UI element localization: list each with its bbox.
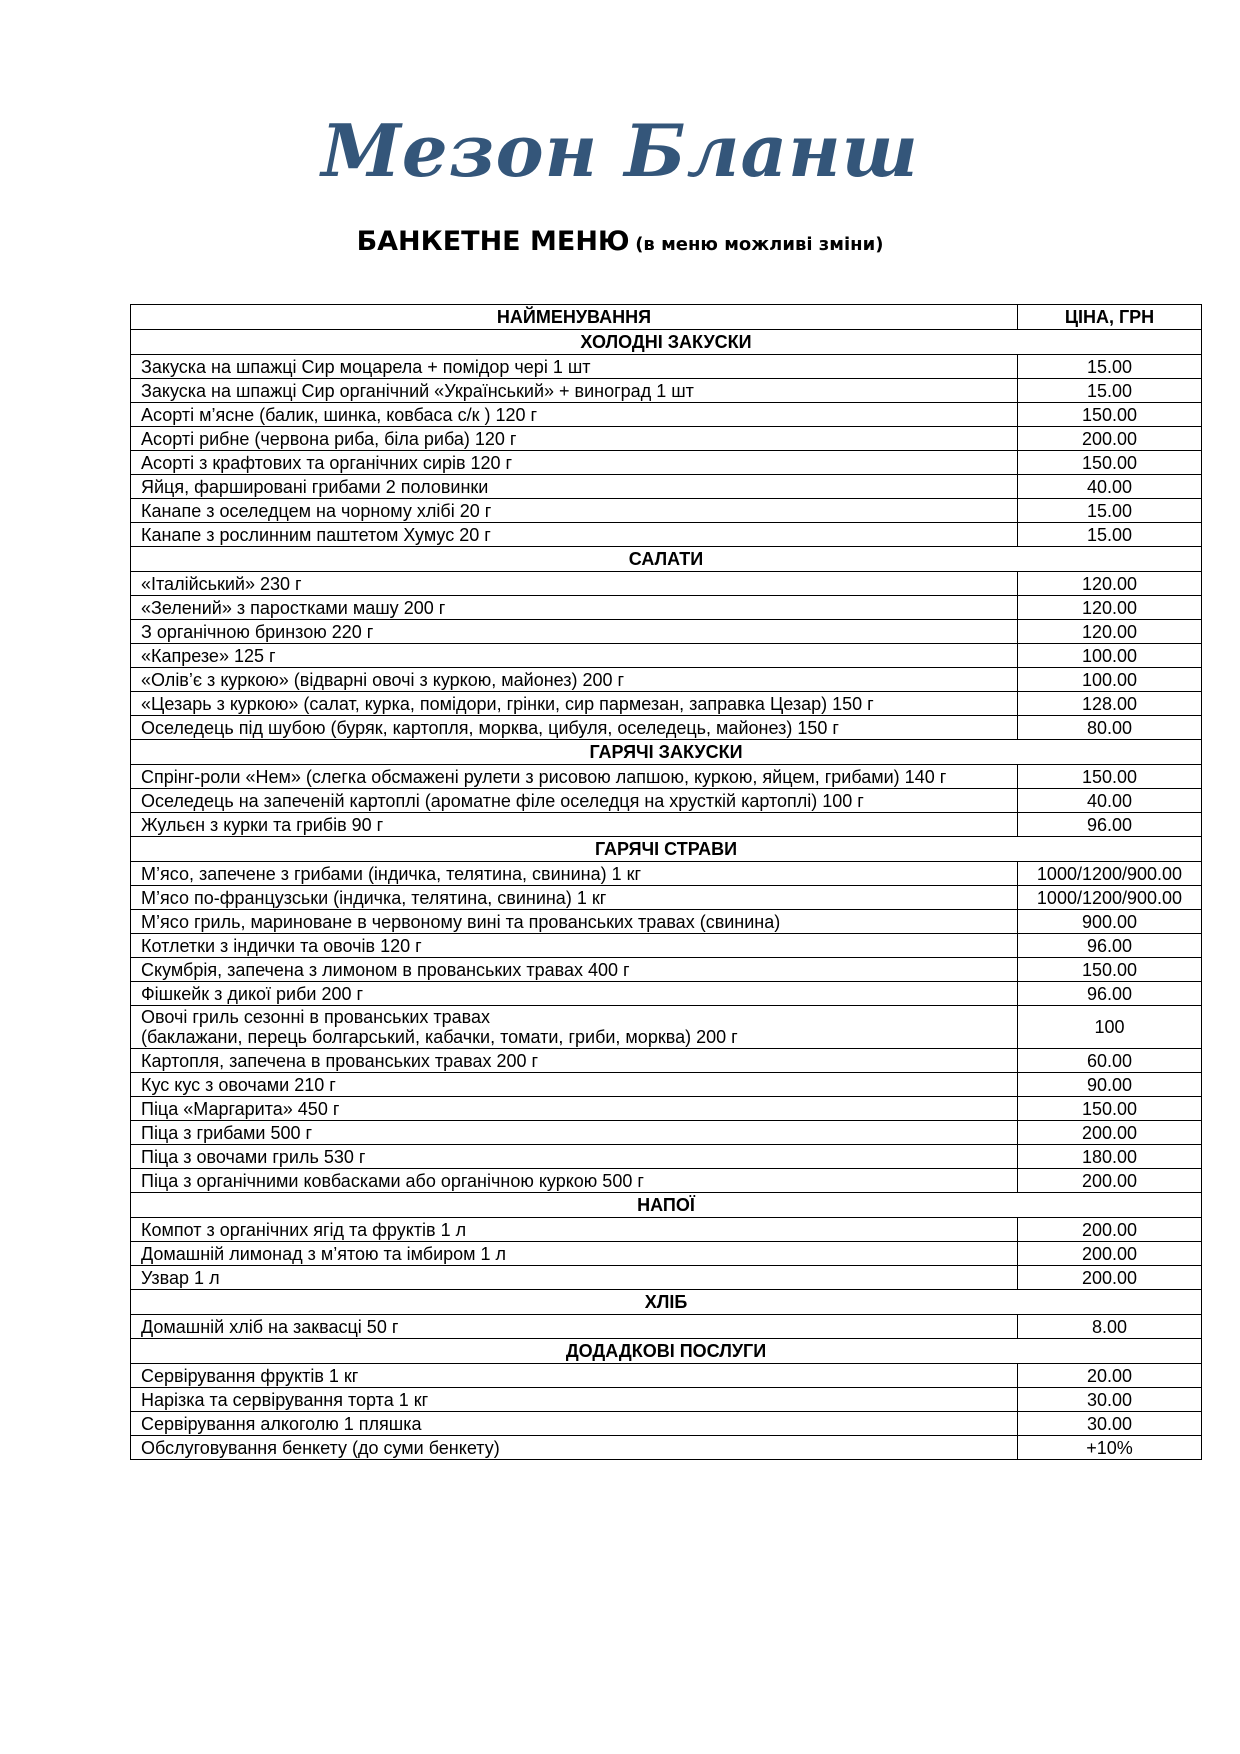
item-name-text: Сервірування фруктів 1 кг (141, 1365, 359, 1386)
section-title: САЛАТИ (131, 547, 1202, 572)
item-name-text: «Італійський» 230 г (141, 573, 302, 594)
item-price: 40.00 (1018, 475, 1202, 499)
item-price: 150.00 (1018, 958, 1202, 982)
table-row (131, 668, 1202, 692)
table-row (131, 620, 1202, 644)
table-row (131, 1266, 1202, 1290)
table-row (131, 1121, 1202, 1145)
section-title: ХОЛОДНІ ЗАКУСКИ (131, 330, 1202, 355)
item-name-text: Оселедець на запеченій картоплі (ароматне філе оселедця на хрусткій картоплі) 100 г (141, 790, 864, 811)
item-name-text: «Капрезе» 125 г (141, 645, 276, 666)
table-row (131, 813, 1202, 837)
table-row (131, 1097, 1202, 1121)
item-name (131, 1412, 1018, 1436)
item-name (131, 475, 1018, 499)
item-price: 30.00 (1018, 1412, 1202, 1436)
item-name-text: Нарізка та сервірування торта 1 кг (141, 1389, 429, 1410)
item-price: 1000/1200/900.00 (1018, 862, 1202, 886)
table-row (131, 355, 1202, 379)
item-price: 200.00 (1018, 1169, 1202, 1193)
item-name (131, 620, 1018, 644)
table-row (131, 1145, 1202, 1169)
item-name (131, 692, 1018, 716)
item-price: 100.00 (1018, 644, 1202, 668)
item-price: 120.00 (1018, 572, 1202, 596)
item-price: 120.00 (1018, 620, 1202, 644)
item-name-text: «Зелений» з паростками машу 200 г (141, 597, 446, 618)
item-name (131, 427, 1018, 451)
item-name-text: Асорті м’ясне (балик, шинка, ковбаса с/к ) 120 г (141, 404, 538, 425)
item-name (131, 862, 1018, 886)
item-price: 200.00 (1018, 1266, 1202, 1290)
item-price: 150.00 (1018, 451, 1202, 475)
item-name (131, 716, 1018, 740)
item-name (131, 644, 1018, 668)
item-price: 150.00 (1018, 1097, 1202, 1121)
item-name (131, 934, 1018, 958)
item-name (131, 1436, 1018, 1460)
item-price: +10% (1018, 1436, 1202, 1460)
item-name (131, 1121, 1018, 1145)
section-title: ДОДАДКОВІ ПОСЛУГИ (131, 1339, 1202, 1364)
table-row (131, 499, 1202, 523)
table-row (131, 1242, 1202, 1266)
table-row (131, 1412, 1202, 1436)
item-name (131, 910, 1018, 934)
menu-table (130, 304, 1202, 1460)
section-row (131, 837, 1202, 862)
item-name (131, 1242, 1018, 1266)
item-price: 200.00 (1018, 1121, 1202, 1145)
item-price: 180.00 (1018, 1145, 1202, 1169)
item-name (131, 886, 1018, 910)
item-name-text: Канапе з оселедцем на чорному хлібі 20 г (141, 500, 492, 521)
item-name (131, 403, 1018, 427)
item-price: 200.00 (1018, 1218, 1202, 1242)
item-name-text: Піца з органічними ковбасками або органічною куркою 500 г (141, 1170, 644, 1191)
item-name-text: Оселедець під шубою (буряк, картопля, морква, цибуля, оселедець, майонез) 150 г (141, 717, 839, 738)
table-row (131, 692, 1202, 716)
item-name-text: Фішкейк з дикої риби 200 г (141, 983, 364, 1004)
item-name-text: Домашній хліб на заквасці 50 г (141, 1316, 399, 1337)
item-name (131, 1266, 1018, 1290)
item-name-text: Канапе з рослинним паштетом Хумус 20 г (141, 524, 491, 545)
item-name-text: Піца «Маргарита» 450 г (141, 1098, 340, 1119)
column-header-price: ЦІНА, ГРН (1018, 305, 1202, 330)
table-row (131, 1049, 1202, 1073)
table-row (131, 1388, 1202, 1412)
item-name (131, 1145, 1018, 1169)
table-row (131, 1073, 1202, 1097)
section-row (131, 330, 1202, 355)
table-row (131, 789, 1202, 813)
item-name-text: З органічною бринзою 220 г (141, 621, 374, 642)
item-price: 150.00 (1018, 403, 1202, 427)
item-name-text: Картопля, запечена в прованських травах 200 г (141, 1050, 539, 1071)
item-name-text: Сервірування алкоголю 1 пляшка (141, 1413, 422, 1434)
item-name (131, 1364, 1018, 1388)
item-name-text: Асорті рибне (червона риба, біла риба) 120 г (141, 428, 517, 449)
table-row (131, 1315, 1202, 1339)
item-name-text: Піца з грибами 500 г (141, 1122, 313, 1143)
item-name-text: Жульєн з курки та грибів 90 г (141, 814, 384, 835)
item-name-text: Домашній лимонад з м’ятою та імбиром 1 л (141, 1243, 507, 1264)
item-name (131, 523, 1018, 547)
item-name (131, 1073, 1018, 1097)
table-row (131, 379, 1202, 403)
table-row (131, 1006, 1202, 1049)
table-header-row (131, 305, 1202, 330)
item-name (131, 451, 1018, 475)
item-price: 96.00 (1018, 813, 1202, 837)
item-name-text: Узвар 1 л (141, 1267, 220, 1288)
item-name (131, 668, 1018, 692)
item-name-text: Скумбрія, запечена з лимоном в прованських травах 400 г (141, 959, 630, 980)
table-row (131, 523, 1202, 547)
item-price: 200.00 (1018, 427, 1202, 451)
section-row (131, 547, 1202, 572)
section-row (131, 1193, 1202, 1218)
item-name-detail: (баклажани, перець болгарський, кабачки, томати, гриби, морква) 200 г (141, 1027, 738, 1047)
item-name-text: «Цезарь з куркою» (салат, курка, помідори, грінки, сир пармезан, заправка Цезар) 150 г (141, 693, 874, 714)
table-row (131, 862, 1202, 886)
table-row (131, 765, 1202, 789)
item-price: 96.00 (1018, 982, 1202, 1006)
item-name-text: «Олів’є з куркою» (відварні овочі з куркою, майонез) 200 г (141, 669, 625, 690)
table-row (131, 451, 1202, 475)
section-row (131, 740, 1202, 765)
item-name-text: Яйця, фаршировані грибами 2 половинки (141, 476, 489, 497)
table-row (131, 716, 1202, 740)
item-name (131, 1218, 1018, 1242)
item-name (131, 1006, 1018, 1049)
item-name (131, 596, 1018, 620)
item-name-text: М’ясо, запечене з грибами (індичка, телятина, свинина) 1 кг (141, 863, 642, 884)
item-name-text: Обслуговування бенкету (до суми бенкету) (141, 1437, 500, 1458)
section-title: НАПОЇ (131, 1193, 1202, 1218)
table-row (131, 886, 1202, 910)
table-row (131, 644, 1202, 668)
item-price: 100.00 (1018, 668, 1202, 692)
section-row (131, 1339, 1202, 1364)
item-price: 15.00 (1018, 523, 1202, 547)
item-name-text: Піца з овочами гриль 530 г (141, 1146, 366, 1167)
item-name-text: Овочі гриль сезонні в прованських травах (141, 1007, 491, 1027)
item-price: 128.00 (1018, 692, 1202, 716)
item-name-text: Закуска на шпажці Сир моцарела + помідор чері 1 шт (141, 356, 591, 377)
table-row (131, 982, 1202, 1006)
table-row (131, 572, 1202, 596)
item-price: 90.00 (1018, 1073, 1202, 1097)
table-row (131, 1436, 1202, 1460)
item-price: 200.00 (1018, 1242, 1202, 1266)
menu-title: БАНКЕТНЕ МЕНЮ (356, 226, 630, 257)
section-title: ГАРЯЧІ ЗАКУСКИ (131, 740, 1202, 765)
item-price: 40.00 (1018, 789, 1202, 813)
item-name (131, 1049, 1018, 1073)
item-name (131, 572, 1018, 596)
item-name (131, 499, 1018, 523)
item-name-text: М’ясо гриль, мариноване в червоному вині та прованських травах (свинина) (141, 911, 781, 932)
item-price: 30.00 (1018, 1388, 1202, 1412)
item-price: 120.00 (1018, 596, 1202, 620)
item-price: 80.00 (1018, 716, 1202, 740)
item-name-text: Асорті з крафтових та органічних сирів 120 г (141, 452, 513, 473)
table-row (131, 475, 1202, 499)
menu-body (131, 330, 1202, 1460)
item-name (131, 1169, 1018, 1193)
item-price: 15.00 (1018, 499, 1202, 523)
item-name (131, 1097, 1018, 1121)
item-name-text: Котлетки з індички та овочів 120 г (141, 935, 422, 956)
item-price: 150.00 (1018, 765, 1202, 789)
section-title: ХЛІБ (131, 1290, 1202, 1315)
item-name (131, 1315, 1018, 1339)
table-row (131, 910, 1202, 934)
item-price: 900.00 (1018, 910, 1202, 934)
item-price: 20.00 (1018, 1364, 1202, 1388)
item-price: 60.00 (1018, 1049, 1202, 1073)
item-name (131, 813, 1018, 837)
item-name-text: М’ясо по-французськи (індичка, телятина, свинина) 1 кг (141, 887, 607, 908)
table-row (131, 403, 1202, 427)
item-price: 8.00 (1018, 1315, 1202, 1339)
table-row (131, 427, 1202, 451)
item-price: 15.00 (1018, 355, 1202, 379)
item-name (131, 355, 1018, 379)
item-name-text: Закуска на шпажці Сир органічний «Український» + виноград 1 шт (141, 380, 694, 401)
menu-note: (в меню можливі зміни) (635, 234, 884, 255)
table-row (131, 934, 1202, 958)
item-price: 100 (1018, 1006, 1202, 1049)
column-header-name: НАЙМЕНУВАННЯ (131, 305, 1018, 330)
item-price: 15.00 (1018, 379, 1202, 403)
page-title (0, 226, 1240, 257)
item-name (131, 765, 1018, 789)
table-row (131, 1364, 1202, 1388)
section-title: ГАРЯЧІ СТРАВИ (131, 837, 1202, 862)
item-name-text: Компот з органічних ягід та фруктів 1 л (141, 1219, 467, 1240)
item-name-text: Кус кус з овочами 210 г (141, 1074, 336, 1095)
item-price: 96.00 (1018, 934, 1202, 958)
item-name (131, 982, 1018, 1006)
table-row (131, 958, 1202, 982)
item-price: 1000/1200/900.00 (1018, 886, 1202, 910)
item-name (131, 379, 1018, 403)
table-row (131, 1218, 1202, 1242)
section-row (131, 1290, 1202, 1315)
item-name (131, 789, 1018, 813)
restaurant-logo: Мезон Бланш (321, 108, 919, 193)
item-name (131, 958, 1018, 982)
table-row (131, 596, 1202, 620)
table-row (131, 1169, 1202, 1193)
item-name (131, 1388, 1018, 1412)
item-name-text: Спрінг-роли «Нем» (слегка обсмажені рулети з рисовою лапшою, куркою, яйцем, грибами) 140 г (141, 766, 947, 787)
